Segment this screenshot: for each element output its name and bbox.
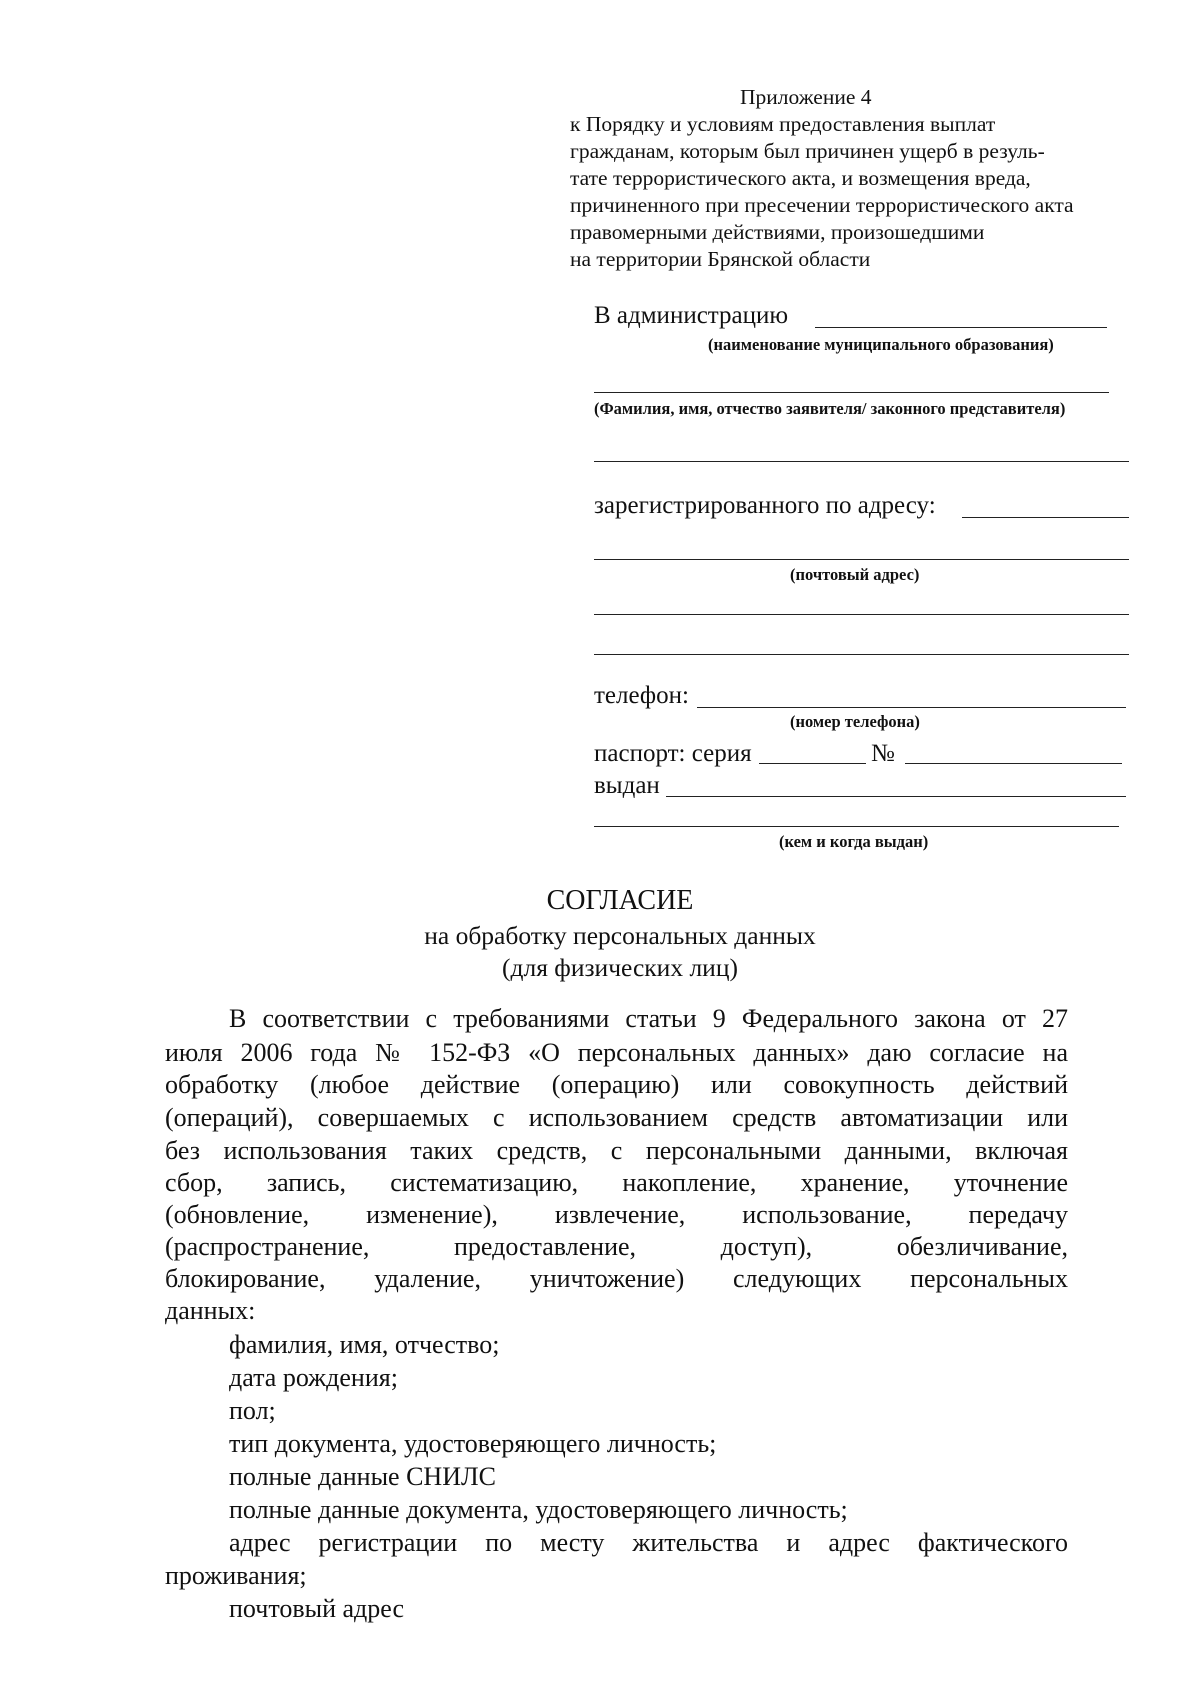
to-admin-label: В администрацию (594, 302, 789, 329)
phone-caption: (номер телефона) (790, 712, 920, 731)
appendix-line-2: гражданам, которым был причинен ущерб в резуль- (570, 139, 1045, 163)
paragraph-line-8: (распространение, предоставление, доступ), обезличивание, (165, 1232, 1068, 1261)
municipality-caption: (наименование муниципального образования) (708, 335, 1054, 354)
issued-caption: (кем и когда выдан) (779, 832, 929, 851)
paragraph-line-3: обработку (любое действие (операцию) или совокупность действий (165, 1070, 1068, 1099)
issued-blank-line (666, 796, 1126, 797)
paragraph-line-7: (обновление, изменение), извлечение, использование, передачу (165, 1200, 1068, 1229)
paragraph-line-10: данных: (165, 1296, 256, 1325)
document-subtitle-1: на обработку персональных данных (424, 921, 816, 950)
appendix-line-3: тате террористического акта, и возмещения вреда, (570, 166, 1031, 190)
registered-blank-line (962, 517, 1129, 518)
appendix-line-6: на территории Брянской области (570, 247, 871, 271)
paragraph-line-4: (операций), совершаемых с использованием средств автоматизации или (165, 1103, 1068, 1132)
address-caption: (почтовый адрес) (790, 565, 920, 584)
appendix-line-1: к Порядку и условиям предоставления выплат (570, 112, 996, 136)
phone-label: телефон: (594, 682, 689, 709)
list-item-doc-data: полные данные документа, удостоверяющего личность; (229, 1495, 848, 1524)
list-item-doc-type: тип документа, удостоверяющего личность; (229, 1429, 717, 1458)
passport-number-sign: № (871, 740, 895, 767)
issued-blank-line-2 (594, 826, 1119, 827)
document-title: СОГЛАСИЕ (546, 885, 694, 916)
passport-series-blank-line (759, 763, 866, 764)
appendix-number: Приложение 4 (740, 85, 872, 109)
address-blank-line-1 (594, 559, 1129, 560)
list-item-address-line-2: проживания; (165, 1561, 307, 1590)
paragraph-line-9: блокирование, удаление, уничтожение) следующих персональных (165, 1264, 1068, 1293)
appendix-line-5: правомерными действиями, произошедшими (570, 220, 985, 244)
paragraph-line-5: без использования таких средств, с персональными данными, включая (165, 1136, 1068, 1165)
paragraph-line-6: сбор, запись, систематизацию, накопление, хранение, уточнение (165, 1168, 1068, 1197)
municipality-blank-line (815, 327, 1107, 328)
paragraph-line-2: июля 2006 года № 152-ФЗ «О персональных данных» даю согласие на (165, 1038, 1068, 1067)
list-item-gender: пол; (229, 1396, 276, 1425)
address-blank-line-2 (594, 614, 1129, 615)
issued-label: выдан (594, 772, 660, 799)
appendix-line-4: причиненного при пресечении террористического акта (570, 193, 1074, 217)
list-item-fio: фамилия, имя, отчество; (229, 1330, 500, 1359)
fio-blank-line (594, 392, 1109, 393)
list-item-postal-address: почтовый адрес (229, 1594, 404, 1623)
passport-number-blank-line (905, 763, 1122, 764)
registered-label: зарегистрированного по адресу: (594, 492, 936, 519)
paragraph-line-1: В соответствии с требованиями статьи 9 Федерального закона от 27 (229, 1004, 1068, 1033)
list-item-address-line-1: адрес регистрации по месту жительства и адрес фактического (229, 1528, 1068, 1557)
address-blank-line-3 (594, 654, 1129, 655)
passport-series-label: паспорт: серия (594, 740, 752, 767)
list-item-birthdate: дата рождения; (229, 1363, 398, 1392)
fio-blank-line-2 (594, 461, 1129, 462)
phone-blank-line (697, 707, 1126, 708)
list-item-snils: полные данные СНИЛС (229, 1462, 496, 1491)
fio-caption: (Фамилия, имя, отчество заявителя/ законного представителя) (594, 399, 1066, 418)
document-subtitle-2: (для физических лиц) (502, 953, 738, 982)
